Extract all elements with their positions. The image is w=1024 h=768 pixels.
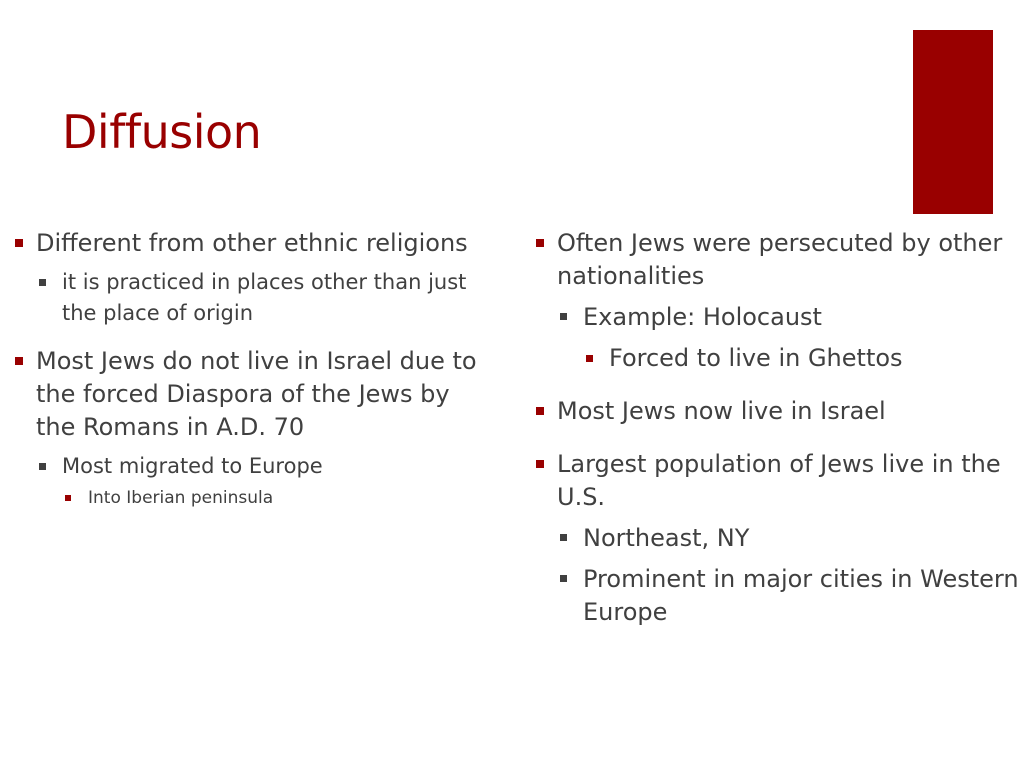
- square-bullet-icon: [536, 239, 544, 247]
- bullet-text: Most Jews do not live in Israel due to the forced Diaspora of the Jews by the Romans in A.D. 70: [36, 347, 477, 441]
- sub-bullet-text: Northeast, NY: [583, 524, 750, 552]
- sub-sub-bullet-text: Forced to live in Ghettos: [609, 344, 903, 372]
- sub-bullet-item: [557, 563, 1019, 629]
- bullet-text: Often Jews were persecuted by other nationalities: [557, 229, 1003, 290]
- sub-list: [36, 267, 490, 329]
- square-bullet-icon: [536, 407, 544, 415]
- sub-list: [36, 451, 490, 510]
- sub-bullet-text: Prominent in major cities in Western Europe: [583, 565, 1019, 626]
- bullet-item: [533, 448, 1019, 629]
- sub-sub-list: [583, 342, 1019, 375]
- square-bullet-icon: [65, 495, 71, 501]
- sub-list: [557, 301, 1019, 375]
- sub-bullet-item: [557, 522, 1019, 555]
- sub-bullet-item: [36, 451, 490, 510]
- sub-bullet-item: [557, 301, 1019, 375]
- square-bullet-icon: [560, 534, 567, 541]
- sub-sub-bullet-text: Into Iberian peninsula: [88, 488, 274, 508]
- square-bullet-icon: [536, 460, 544, 468]
- bullet-item: [533, 395, 1019, 428]
- square-bullet-icon: [39, 279, 46, 286]
- bullet-text: Largest population of Jews live in the U.S.: [557, 450, 1001, 511]
- right-column: [533, 227, 1019, 649]
- sub-sub-bullet-item: [62, 486, 490, 510]
- sub-bullet-text: Example: Holocaust: [583, 303, 822, 331]
- square-bullet-icon: [15, 357, 23, 365]
- sub-bullet-text: it is practiced in places other than just the place of origin: [62, 270, 467, 325]
- bullet-item: [12, 227, 490, 329]
- sub-sub-bullet-item: [583, 342, 1019, 375]
- sub-list: [557, 522, 1019, 629]
- square-bullet-icon: [560, 575, 567, 582]
- square-bullet-icon: [15, 239, 23, 247]
- square-bullet-icon: [39, 463, 46, 470]
- bullet-text: Different from other ethnic religions: [36, 229, 468, 257]
- slide-title: Diffusion: [62, 105, 262, 159]
- square-bullet-icon: [586, 355, 593, 362]
- bullet-item: [533, 227, 1019, 375]
- left-column: [12, 227, 490, 526]
- sub-bullet-item: [36, 267, 490, 329]
- sub-bullet-text: Most migrated to Europe: [62, 454, 323, 478]
- bullet-text: Most Jews now live in Israel: [557, 397, 886, 425]
- square-bullet-icon: [560, 313, 567, 320]
- bullet-item: [12, 345, 490, 510]
- sub-sub-list: [62, 486, 490, 510]
- accent-bar: [913, 30, 993, 214]
